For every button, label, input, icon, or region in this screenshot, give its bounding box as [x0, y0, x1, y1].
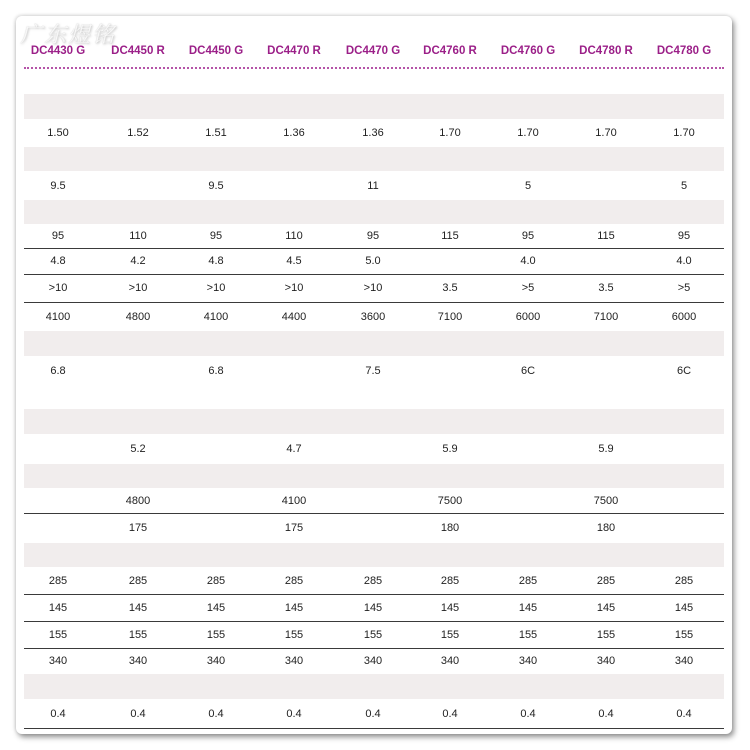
table-cell: 340 [674, 655, 694, 667]
table-row [24, 464, 724, 488]
table-cell: 1.36 [283, 127, 305, 139]
table-cell: 340 [518, 655, 538, 667]
table-cell: 115 [441, 230, 459, 242]
table-cell: 11 [367, 179, 379, 192]
table-cell: 175 [284, 522, 304, 534]
table-cell: 95 [209, 230, 223, 242]
table-cell: 1.70 [595, 127, 617, 139]
table-cell: 340 [440, 655, 460, 667]
table-cell: >10 [128, 282, 148, 294]
table-cell: 3.5 [442, 282, 458, 294]
table-cell: 285 [284, 574, 304, 587]
table-row [24, 94, 724, 119]
table-cell: 1.52 [127, 127, 149, 139]
table-cell: 4.5 [286, 255, 302, 267]
table-cell: 155 [284, 628, 304, 641]
table-cell: 145 [440, 601, 460, 614]
table-cell: 110 [129, 230, 147, 242]
table-cell: 95 [366, 230, 380, 242]
header-divider [24, 67, 724, 69]
table-cell: 155 [518, 628, 538, 641]
table-cell: 4.0 [520, 255, 536, 267]
table-cell: 5 [524, 179, 532, 192]
column-header: DC4760 R [423, 45, 477, 57]
table-cell: 4.8 [50, 255, 66, 267]
table-cell: 0.4 [365, 707, 381, 720]
table-cell: 110 [285, 230, 303, 242]
table-cell: 0.4 [286, 707, 302, 720]
table-cell: 4800 [125, 494, 151, 507]
table-cell: 3600 [360, 310, 386, 323]
table-row [24, 200, 724, 224]
table-cell: 95 [677, 230, 691, 242]
table-cell: 1.51 [205, 127, 227, 139]
table-row [24, 409, 724, 434]
table-cell: 0.4 [676, 707, 692, 720]
table-cell: 4400 [281, 310, 307, 323]
table-cell: 285 [596, 574, 616, 587]
table-cell: 1.70 [439, 127, 461, 139]
table-cell: 115 [597, 230, 615, 242]
table-cell: 6.8 [208, 364, 224, 377]
table-cell: >10 [48, 282, 68, 294]
column-header: DC4470 R [267, 45, 321, 57]
table-cell: 1.70 [517, 127, 539, 139]
table-row [24, 331, 724, 356]
column-header: DC4760 G [500, 45, 556, 57]
table-cell: 4.8 [208, 255, 224, 267]
table-cell: 340 [206, 655, 226, 667]
row-divider [24, 728, 724, 729]
table-cell: 285 [440, 574, 460, 587]
table-cell: 5.2 [130, 443, 146, 455]
table-cell: 7500 [437, 494, 463, 507]
table-cell: 0.4 [598, 707, 614, 720]
table-cell: 340 [363, 655, 383, 667]
table-cell: 285 [363, 574, 383, 587]
table-cell: 7100 [437, 310, 463, 323]
table-cell: 145 [284, 601, 304, 614]
table-cell: 0.4 [208, 707, 224, 720]
table-cell: 145 [206, 601, 226, 614]
table-cell: 4800 [125, 310, 151, 323]
table-cell: 5.0 [365, 255, 381, 267]
watermark-text: 广东煜铭 [20, 23, 117, 48]
table-row [24, 385, 724, 409]
column-header: DC4450 G [188, 45, 244, 57]
table-cell: 4.0 [676, 255, 692, 267]
column-header: DC4780 R [579, 45, 633, 57]
table-cell: 4100 [203, 310, 229, 323]
table-cell: 285 [128, 574, 148, 587]
table-cell: 155 [128, 628, 148, 641]
table-cell: 6.8 [50, 364, 66, 377]
table-cell: 155 [206, 628, 226, 641]
column-header: DC4430 G [30, 45, 86, 57]
table-cell: 1.50 [47, 127, 69, 139]
table-cell: 285 [48, 574, 68, 587]
table-cell: 145 [48, 601, 68, 614]
table-cell: 180 [440, 522, 460, 534]
table-cell: 9.5 [208, 179, 224, 192]
table-cell: 145 [128, 601, 148, 614]
table-cell: 9.5 [50, 179, 66, 192]
table-cell: 6000 [671, 310, 697, 323]
table-row [24, 147, 724, 171]
table-cell: 285 [674, 574, 694, 587]
table-cell: 5.9 [598, 443, 614, 455]
table-cell: 285 [518, 574, 538, 587]
table-cell: 155 [596, 628, 616, 641]
table-cell: 95 [51, 230, 65, 242]
table-cell: 0.4 [442, 707, 458, 720]
table-cell: 155 [363, 628, 383, 641]
table-cell: 95 [521, 230, 535, 242]
table-cell: 7.5 [365, 364, 381, 377]
table-cell: 340 [128, 655, 148, 667]
table-cell: 180 [596, 522, 616, 534]
table-cell: 145 [518, 601, 538, 614]
table-cell: >5 [521, 282, 535, 294]
table-cell: 155 [674, 628, 694, 641]
table-row [24, 543, 724, 567]
table-cell: 340 [596, 655, 616, 667]
table-cell: 145 [363, 601, 383, 614]
table-cell: 7100 [593, 310, 619, 323]
table-cell: 0.4 [50, 707, 66, 720]
table-cell: 4.2 [130, 255, 146, 267]
table-cell: 1.70 [673, 127, 695, 139]
table-cell: >5 [677, 282, 691, 294]
table-cell: 145 [596, 601, 616, 614]
table-cell: 6C [676, 364, 692, 377]
table-cell: 5.9 [442, 443, 458, 455]
column-header: DC4450 R [111, 45, 165, 57]
spec-table-card [16, 16, 732, 734]
column-header: DC4780 G [656, 45, 712, 57]
table-cell: 6C [520, 364, 536, 377]
table-cell: 1.36 [362, 127, 384, 139]
table-row [24, 434, 724, 464]
column-header: DC4470 G [345, 45, 401, 57]
table-cell: 155 [48, 628, 68, 641]
table-cell: 4100 [45, 310, 71, 323]
table-row [24, 674, 724, 699]
table-cell: 6000 [515, 310, 541, 323]
table-cell: 175 [128, 522, 148, 534]
table-cell: 7500 [593, 494, 619, 507]
table-cell: >10 [206, 282, 226, 294]
table-cell: 3.5 [598, 282, 614, 294]
table-cell: 0.4 [130, 707, 146, 720]
table-cell: 285 [206, 574, 226, 587]
table-cell: 340 [48, 655, 68, 667]
table-cell: 4100 [281, 494, 307, 507]
table-cell: >10 [363, 282, 383, 294]
table-cell: 0.4 [520, 707, 536, 720]
table-cell: >10 [284, 282, 304, 294]
table-cell: 340 [284, 655, 304, 667]
table-cell: 155 [440, 628, 460, 641]
table-cell: 145 [674, 601, 694, 614]
table-cell: 4.7 [286, 443, 302, 455]
table-cell: 5 [680, 179, 688, 192]
